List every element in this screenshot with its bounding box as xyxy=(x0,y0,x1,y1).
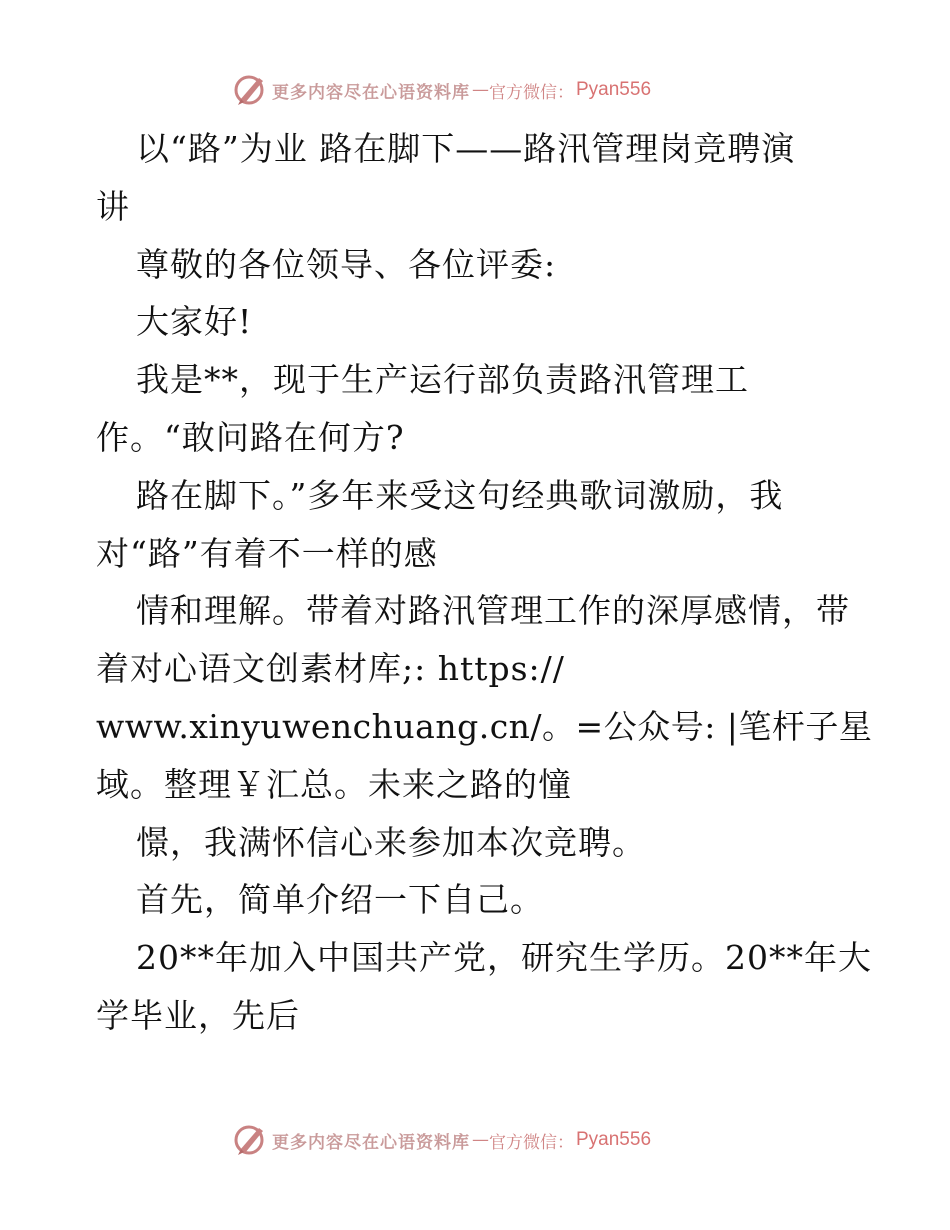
text-line: 尊敬的各位领导、各位评委: xyxy=(136,244,557,284)
text-line: 首先，简单介绍一下自己。 xyxy=(136,880,544,920)
text-line: 大家好! xyxy=(136,302,253,342)
watermark-wechat-id: Pyan556 xyxy=(576,79,652,100)
watermark-wechat-label: 官方微信： xyxy=(489,1132,574,1153)
pen-in-circle-icon xyxy=(232,72,268,108)
text-line: 路在脚下。”多年来受这句经典歌词激励，我 xyxy=(136,475,784,515)
text-line: 以“路”为业 路在脚下——路汛管理岗竞聘演 xyxy=(136,129,796,168)
watermark-dash: — xyxy=(472,1130,487,1150)
text-line: 憬，我满怀信心来参加本次竞聘。 xyxy=(136,822,646,862)
text-line: 对“路”有着不一样的感 xyxy=(96,533,438,573)
text-line: 讲 xyxy=(96,186,130,226)
pen-in-circle-icon xyxy=(232,1122,268,1158)
watermark-brand: 更多内容尽在心语资料库 xyxy=(272,82,470,103)
header-watermark xyxy=(232,72,651,108)
text-line: 学毕业，先后 xyxy=(96,995,300,1035)
text-line: 着对心语文创素材库;: https:// xyxy=(96,649,565,689)
text-line: 我是**，现于生产运行部负责路汛管理工 xyxy=(136,360,749,400)
watermark-wechat-label: 官方微信： xyxy=(489,82,574,103)
text-line: 20**年加入中国共产党，研究生学历。20**年大 xyxy=(136,938,872,978)
text-line: www.xinyuwenchuang.cn/。=公众号: |笔杆子星 xyxy=(96,706,873,746)
watermark-dash: — xyxy=(472,80,487,100)
text-line: 域。整理￥汇总。未来之路的憧 xyxy=(96,764,572,804)
text-line: 情和理解。带着对路汛管理工作的深厚感情，带 xyxy=(136,591,850,631)
watermark-brand: 更多内容尽在心语资料库 xyxy=(272,1132,470,1153)
text-line: 作。“敢问路在何方? xyxy=(96,417,405,457)
document-body xyxy=(96,120,886,1045)
watermark-wechat-id: Pyan556 xyxy=(576,1129,652,1150)
footer-watermark xyxy=(232,1122,651,1158)
